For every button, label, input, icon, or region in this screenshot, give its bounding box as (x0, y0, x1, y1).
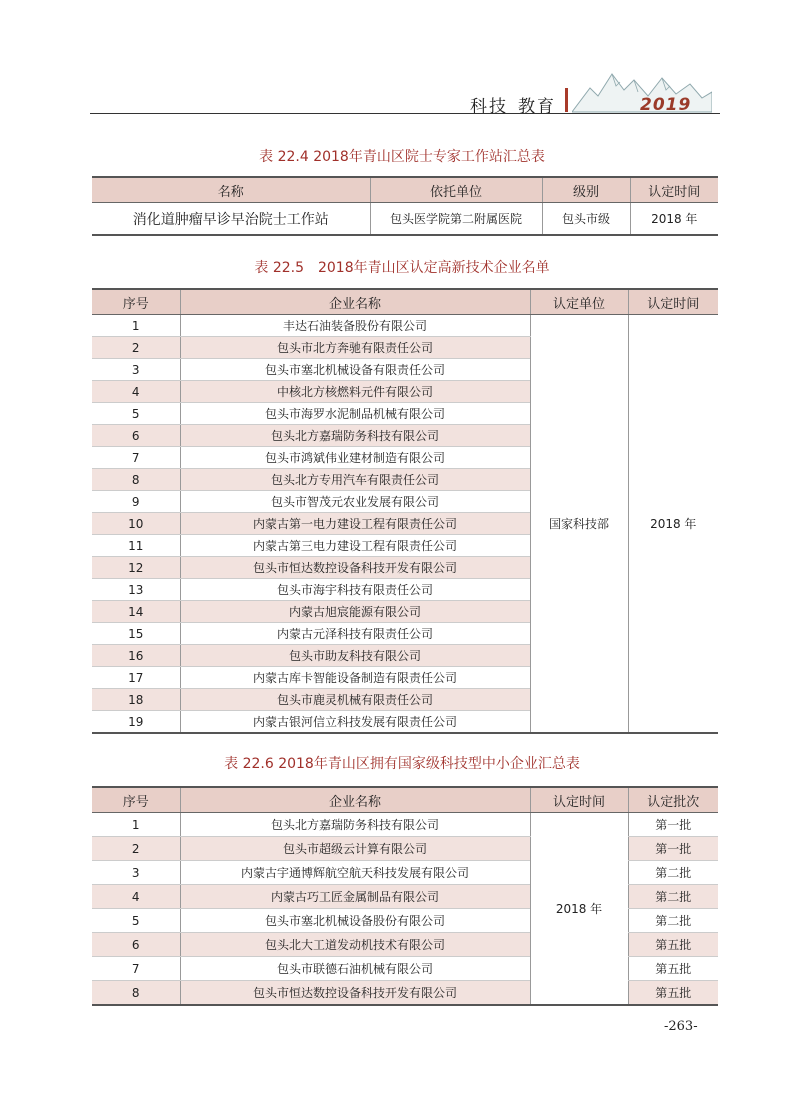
table-row (92, 813, 718, 837)
section-name-education: 教育 (518, 97, 556, 117)
table2-cell-company: 内蒙古旭宸能源有限公司 (180, 601, 530, 623)
table2-cell-index: 8 (92, 469, 180, 491)
table2-cell-index: 18 (92, 689, 180, 711)
table3-cell-index: 1 (92, 813, 180, 837)
table3-cell-batch: 第一批 (628, 813, 718, 837)
table3-cell-batch: 第一批 (628, 837, 718, 861)
table2-cell-company: 内蒙古元泽科技有限责任公司 (180, 623, 530, 645)
table2-cell-company: 内蒙古库卡智能设备制造有限责任公司 (180, 667, 530, 689)
table3-cell-batch: 第二批 (628, 861, 718, 885)
table2-cell-company: 包头市塞北机械设备有限责任公司 (180, 359, 530, 381)
table3-cell-index: 4 (92, 885, 180, 909)
table2-cell-index: 5 (92, 403, 180, 425)
table2-cell-index: 19 (92, 711, 180, 734)
year-badge: 2019 (640, 95, 692, 115)
table2-cell-company: 内蒙古第一电力建设工程有限责任公司 (180, 513, 530, 535)
page-number: -263- (664, 1019, 698, 1034)
table1-col-level: 级别 (542, 177, 630, 203)
table2-cell-index: 7 (92, 447, 180, 469)
table2-cell-index: 13 (92, 579, 180, 601)
table1-col-date: 认定时间 (630, 177, 718, 203)
table2-cell-company: 包头市海罗水泥制品机械有限公司 (180, 403, 530, 425)
table2-cell-unit: 国家科技部 (530, 315, 628, 734)
table1-caption: 表 22.4 2018年青山区院士专家工作站汇总表 (259, 149, 545, 165)
table3-cell-company: 包头北大工道发动机技术有限公司 (180, 933, 530, 957)
table2-col-index: 序号 (92, 289, 180, 315)
table1-cell-host: 包头医学院第二附属医院 (370, 203, 542, 236)
table2-cell-company: 包头北方嘉瑞防务科技有限公司 (180, 425, 530, 447)
table2-cell-index: 12 (92, 557, 180, 579)
table3-cell-company: 包头市恒达数控设备科技开发有限公司 (180, 981, 530, 1006)
table1-cell-level: 包头市级 (542, 203, 630, 236)
table2-header-row (92, 289, 718, 315)
table3-cell-company: 内蒙古宇通博辉航空航天科技发展有限公司 (180, 861, 530, 885)
table2-cell-index: 6 (92, 425, 180, 447)
table2 (92, 288, 718, 734)
table2-cell-company: 丰达石油装备股份有限公司 (180, 315, 530, 337)
table3-caption: 表 22.6 2018年青山区拥有国家级科技型中小企业汇总表 (224, 756, 580, 772)
table2-cell-index: 4 (92, 381, 180, 403)
table2-cell-index: 11 (92, 535, 180, 557)
table3-cell-index: 8 (92, 981, 180, 1006)
table1-cell-name: 消化道肿瘤早诊早治院士工作站 (132, 211, 329, 228)
header-rule (90, 113, 720, 114)
table2-cell-index: 16 (92, 645, 180, 667)
table2-cell-index: 15 (92, 623, 180, 645)
table3-cell-date: 2018 年 (530, 813, 628, 1006)
table1 (92, 176, 718, 236)
table2-cell-company: 包头市鹿灵机械有限责任公司 (180, 689, 530, 711)
table3-col-index: 序号 (92, 787, 180, 813)
table3-cell-index: 6 (92, 933, 180, 957)
table1-cell-date: 2018 年 (630, 203, 718, 236)
table2-cell-index: 1 (92, 315, 180, 337)
table2-cell-date: 2018 年 (628, 315, 718, 734)
table3-cell-index: 5 (92, 909, 180, 933)
table2-cell-company: 包头北方专用汽车有限责任公司 (180, 469, 530, 491)
table2-cell-index: 17 (92, 667, 180, 689)
table3-cell-company: 包头北方嘉瑞防务科技有限公司 (180, 813, 530, 837)
table3-cell-batch: 第五批 (628, 981, 718, 1006)
table2-cell-company: 中核北方核燃料元件有限公司 (180, 381, 530, 403)
table2-cell-company: 包头市北方奔驰有限责任公司 (180, 337, 530, 359)
table2-caption: 表 22.5 2018年青山区认定高新技术企业名单 (254, 260, 550, 276)
table2-cell-company: 包头市智茂元农业发展有限公司 (180, 491, 530, 513)
table3-cell-company: 包头市联德石油机械有限公司 (180, 957, 530, 981)
table2-cell-company: 包头市海宇科技有限责任公司 (180, 579, 530, 601)
table3-header-row (92, 787, 718, 813)
table2-cell-company: 内蒙古银河信立科技发展有限责任公司 (180, 711, 530, 734)
section-name-science: 科技 (470, 97, 508, 117)
table2-cell-index: 9 (92, 491, 180, 513)
table3-cell-company: 包头市塞北机械设备股份有限公司 (180, 909, 530, 933)
table3-cell-index: 3 (92, 861, 180, 885)
table3 (92, 786, 718, 1006)
table2-cell-index: 14 (92, 601, 180, 623)
table1-col-name: 名称 (92, 177, 370, 203)
table3-cell-company: 包头市超级云计算有限公司 (180, 837, 530, 861)
table2-col-date: 认定时间 (628, 289, 718, 315)
table1-col-host: 依托单位 (370, 177, 542, 203)
table2-cell-company: 包头市恒达数控设备科技开发有限公司 (180, 557, 530, 579)
table1-header-row (92, 177, 718, 203)
table3-col-batch: 认定批次 (628, 787, 718, 813)
table3-cell-index: 2 (92, 837, 180, 861)
table-row (92, 315, 718, 337)
table3-col-date: 认定时间 (530, 787, 628, 813)
table3-col-company: 企业名称 (180, 787, 530, 813)
table2-cell-index: 3 (92, 359, 180, 381)
table3-cell-company: 内蒙古巧工匠金属制品有限公司 (180, 885, 530, 909)
page-header (0, 0, 804, 120)
table2-cell-company: 包头市鸿斌伟业建材制造有限公司 (180, 447, 530, 469)
table2-cell-company: 内蒙古第三电力建设工程有限责任公司 (180, 535, 530, 557)
table3-cell-batch: 第五批 (628, 933, 718, 957)
table2-col-unit: 认定单位 (530, 289, 628, 315)
table2-cell-index: 2 (92, 337, 180, 359)
table3-cell-index: 7 (92, 957, 180, 981)
table2-cell-company: 包头市助友科技有限公司 (180, 645, 530, 667)
table3-cell-batch: 第二批 (628, 909, 718, 933)
table-row (92, 203, 718, 236)
table3-cell-batch: 第五批 (628, 957, 718, 981)
table3-cell-batch: 第二批 (628, 885, 718, 909)
header-accent-bar (565, 88, 568, 112)
table2-col-company: 企业名称 (180, 289, 530, 315)
table2-cell-index: 10 (92, 513, 180, 535)
